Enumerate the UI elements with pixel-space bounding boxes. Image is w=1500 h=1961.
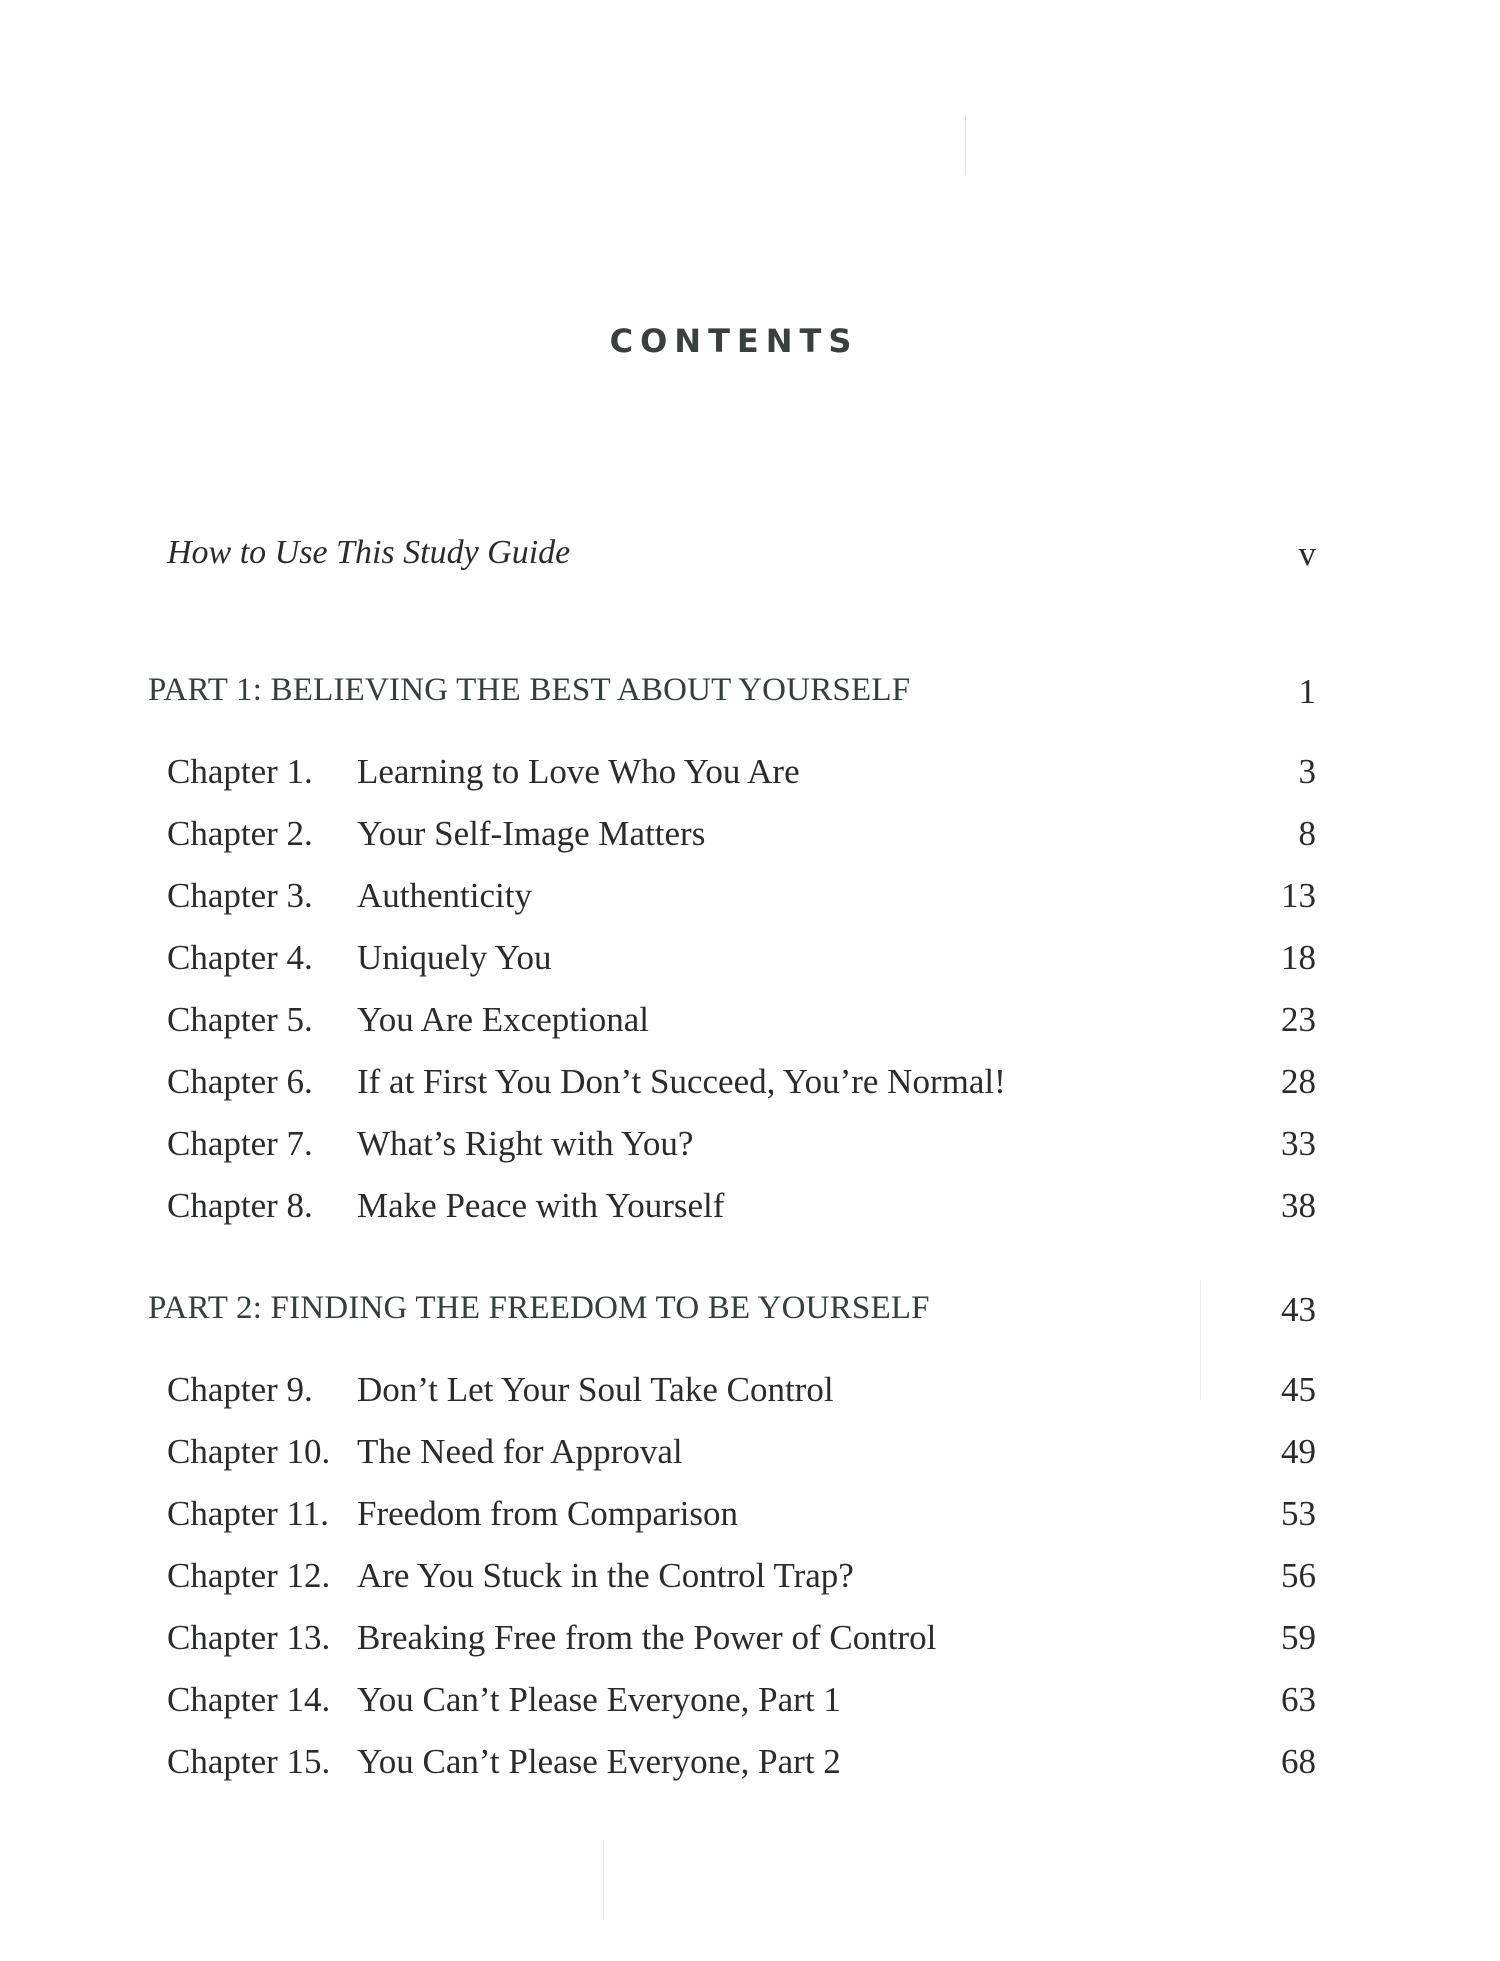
toc-part-2	[0, 1290, 1500, 1340]
part-title: PART 2: FINDING THE FREEDOM TO BE YOURSELF	[148, 1290, 930, 1326]
toc-part-1	[0, 672, 1500, 722]
chapter-page-number: 56	[1281, 1556, 1316, 1595]
chapter-label: Chapter 2.	[167, 814, 313, 853]
chapter-page-number: 18	[1281, 938, 1316, 977]
chapter-label: Chapter 5.	[167, 1000, 313, 1039]
chapter-title: Authenticity	[357, 876, 532, 915]
chapter-label: Chapter 10.	[167, 1432, 331, 1471]
scan-artifact	[965, 115, 966, 175]
chapter-title: What’s Right with You?	[357, 1124, 694, 1163]
chapter-label: Chapter 14.	[167, 1680, 331, 1719]
chapter-label: Chapter 3.	[167, 876, 313, 915]
chapter-title: Freedom from Comparison	[357, 1494, 739, 1533]
toc-entry-chapter-12	[0, 1556, 1500, 1606]
toc-entry-chapter-8	[0, 1186, 1500, 1236]
chapter-label: Chapter 7.	[167, 1124, 313, 1163]
chapter-label: Chapter 1.	[167, 752, 313, 791]
toc-entry-chapter-2	[0, 814, 1500, 864]
toc-entry-chapter-5	[0, 1000, 1500, 1050]
toc-entry-chapter-3	[0, 876, 1500, 926]
chapter-page-number: 38	[1281, 1186, 1316, 1225]
chapter-title: Uniquely You	[357, 938, 552, 977]
toc-entry-study-guide	[0, 534, 1500, 584]
toc-entry-chapter-14	[0, 1680, 1500, 1730]
chapter-page-number: 13	[1281, 876, 1316, 915]
chapter-title: If at First You Don’t Succeed, You’re Normal!	[357, 1062, 1006, 1101]
part-page-number: 43	[1281, 1290, 1316, 1329]
chapter-label: Chapter 13.	[167, 1618, 331, 1657]
scan-artifact	[603, 1840, 604, 1920]
chapter-title: Learning to Love Who You Are	[357, 752, 800, 791]
chapter-page-number: 68	[1281, 1742, 1316, 1781]
toc-entry-chapter-13	[0, 1618, 1500, 1668]
chapter-page-number: 59	[1281, 1618, 1316, 1657]
chapter-title: Don’t Let Your Soul Take Control	[357, 1370, 834, 1409]
entry-title: How to Use This Study Guide	[167, 534, 571, 571]
toc-entry-chapter-15	[0, 1742, 1500, 1792]
toc-entry-chapter-1	[0, 752, 1500, 802]
toc-entry-chapter-6	[0, 1062, 1500, 1112]
chapter-page-number: 23	[1281, 1000, 1316, 1039]
chapter-label: Chapter 9.	[167, 1370, 313, 1409]
part-page-number: 1	[1298, 672, 1316, 711]
chapter-label: Chapter 11.	[167, 1494, 329, 1533]
chapter-page-number: 45	[1281, 1370, 1316, 1409]
chapter-title: Breaking Free from the Power of Control	[357, 1618, 937, 1657]
chapter-label: Chapter 12.	[167, 1556, 331, 1595]
chapter-title: Make Peace with Yourself	[357, 1186, 725, 1225]
part-title: PART 1: BELIEVING THE BEST ABOUT YOURSELF	[148, 672, 911, 708]
toc-entry-chapter-7	[0, 1124, 1500, 1174]
chapter-title: Your Self-Image Matters	[357, 814, 706, 853]
chapter-label: Chapter 8.	[167, 1186, 313, 1225]
chapter-title: Are You Stuck in the Control Trap?	[357, 1556, 854, 1595]
chapter-title: You Can’t Please Everyone, Part 1	[357, 1680, 841, 1719]
chapter-page-number: 53	[1281, 1494, 1316, 1533]
chapter-title: You Can’t Please Everyone, Part 2	[357, 1742, 841, 1781]
entry-page-number: v	[1298, 534, 1316, 573]
toc-entry-chapter-11	[0, 1494, 1500, 1544]
chapter-page-number: 63	[1281, 1680, 1316, 1719]
chapter-title: The Need for Approval	[357, 1432, 683, 1471]
chapter-page-number: 8	[1298, 814, 1316, 853]
contents-heading: CONTENTS	[609, 322, 859, 360]
chapter-label: Chapter 4.	[167, 938, 313, 977]
chapter-page-number: 33	[1281, 1124, 1316, 1163]
toc-entry-chapter-10	[0, 1432, 1500, 1482]
chapter-label: Chapter 15.	[167, 1742, 331, 1781]
chapter-page-number: 28	[1281, 1062, 1316, 1101]
chapter-page-number: 3	[1298, 752, 1316, 791]
chapter-page-number: 49	[1281, 1432, 1316, 1471]
chapter-label: Chapter 6.	[167, 1062, 313, 1101]
toc-entry-chapter-4	[0, 938, 1500, 988]
toc-entry-chapter-9	[0, 1370, 1500, 1420]
scan-artifact	[1200, 1280, 1201, 1400]
chapter-title: You Are Exceptional	[357, 1000, 649, 1039]
